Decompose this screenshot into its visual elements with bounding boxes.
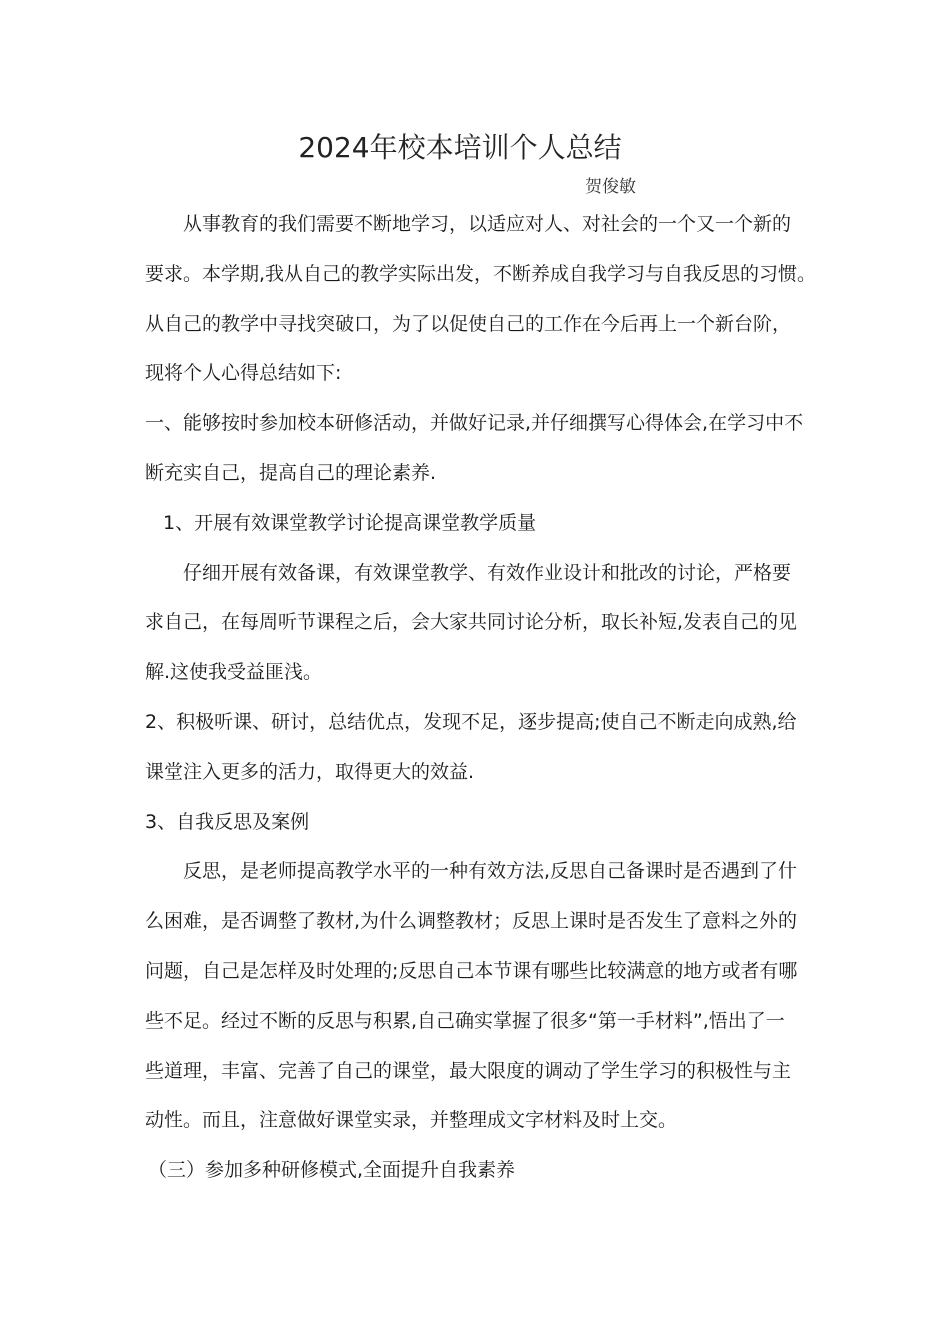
document-title: 2024年校本培训个人总结 (298, 131, 622, 164)
paragraph-line: 反思，是老师提高教学水平的一种有效方法,反思自己备课时是否遇到了什 (183, 860, 798, 883)
paragraph-line: 要求。本学期,我从自己的教学实际出发，不断养成自我学习与自我反思的习惯。 (145, 262, 817, 285)
paragraph-line: 些不足。经过不断的反思与积累,自己确实掌握了很多“第一手材料”,悟出了一 (145, 1009, 785, 1032)
paragraph-line: 仔细开展有效备课，有效课堂教学、有效作业设计和批改的讨论，严格要 (183, 561, 792, 584)
section-heading: 一、能够按时参加校本研修活动，并做好记录,并仔细撰写心得体会,在学习中不 (145, 412, 804, 435)
document-body (145, 200, 815, 1196)
paragraph-line: 断充实自己，提高自己的理论素养. (145, 461, 437, 484)
paragraph-line: 现将个人心得总结如下: (145, 362, 342, 385)
paragraph-line: 么困难，是否调整了教材,为什么调整教材；反思上课时是否发生了意料之外的 (145, 910, 798, 933)
subsection-heading: 1、开展有效课堂教学讨论提高课堂教学质量 (163, 511, 537, 534)
paragraph-line: 解.这使我受益匪浅。 (145, 661, 323, 684)
paragraph-line: 从自己的教学中寻找突破口，为了以促使自己的工作在今后再上一个新台阶， (145, 312, 792, 335)
subsection-heading: 2、积极听课、研讨，总结优点，发现不足，逐步提高;使自己不断走向成熟,给 (145, 710, 797, 733)
paragraph-line: 问题，自己是怎样及时处理的;反思自己本节课有哪些比较满意的地方或者有哪 (145, 959, 798, 982)
subsection-heading: 3、自我反思及案例 (145, 810, 310, 833)
document-author: 贺俊敏 (585, 177, 636, 197)
paragraph-line: 求自己，在每周听节课程之后，会大家共同讨论分析，取长补短,发表自己的见 (145, 611, 798, 634)
paragraph-line: 些道理，丰富、完善了自己的课堂，最大限度的调动了学生学习的积极性与主 (145, 1059, 792, 1082)
paragraph-line: 课堂注入更多的活力，取得更大的效益. (145, 760, 475, 783)
section-heading: （三）参加多种研修模式,全面提升自我素养 (148, 1159, 516, 1182)
paragraph-line: 动性。而且，注意做好课堂实录，并整理成文字材料及时上交。 (145, 1109, 678, 1132)
paragraph-line: 从事教育的我们需要不断地学习，以适应对人、对社会的一个又一个新的 (183, 213, 792, 235)
